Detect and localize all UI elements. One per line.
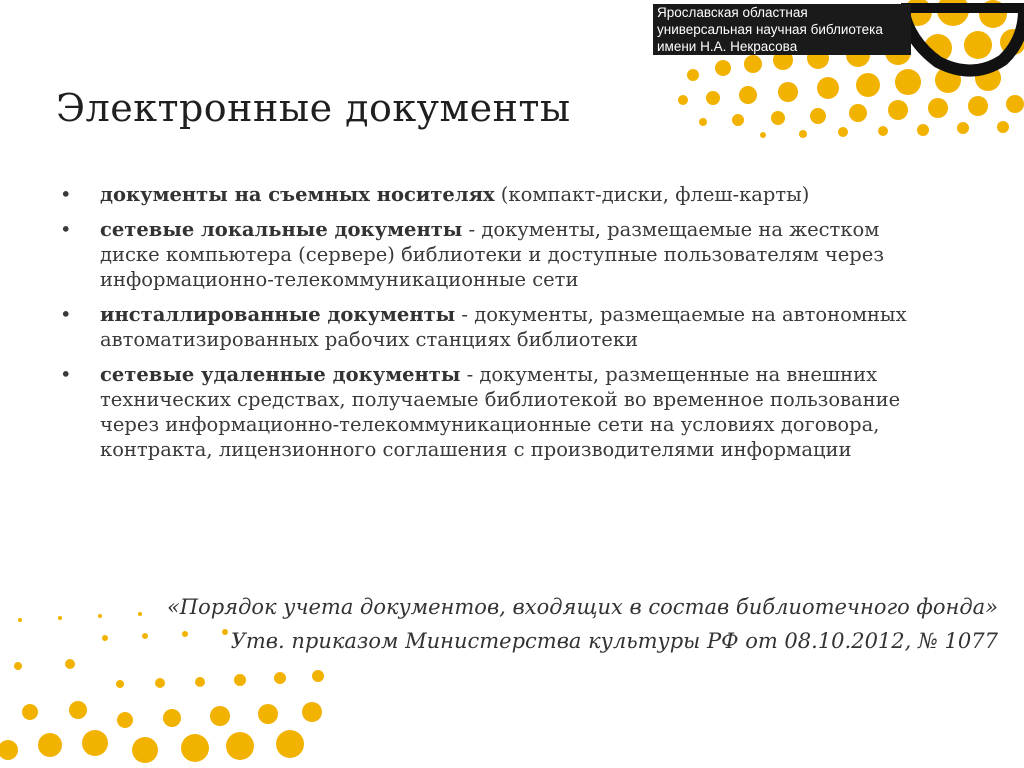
citation-title: «Порядок учета документов, входящих в состав библиотечного фонда»: [166, 595, 998, 619]
page-title: Электронные документы: [56, 86, 571, 130]
item-term: сетевые удаленные документы: [100, 363, 461, 386]
library-logo: [653, 0, 1024, 140]
list-item: [60, 302, 940, 352]
bullet-icon: •: [60, 183, 72, 206]
list-item: [60, 182, 940, 207]
bullet-icon: •: [60, 218, 72, 241]
logo-line-3: имени Н.А. Некрасова: [653, 38, 911, 55]
citation-source: Утв. приказом Министерства культуры РФ от 08.10.2012, № 1077: [230, 629, 998, 653]
bullet-icon: •: [60, 363, 72, 386]
bullet-icon: •: [60, 303, 72, 326]
item-description: - документы, размещенные на внешних технических средствах, получаемые библиотекой во временное пользование через информационно-телекоммуникационные сети на условиях договора, контракта, лицензионного соглашения с производителями информации: [100, 363, 901, 461]
list-item: [60, 217, 940, 292]
item-description: (компакт-диски, флеш-карты): [494, 183, 810, 206]
citation: [98, 590, 998, 658]
item-term: документы на съемных носителях: [100, 183, 495, 206]
item-description: - документы, размещаемые на автономных автоматизированных рабочих станциях библиотеки: [100, 303, 907, 351]
logo-line-1: Ярославская областная: [653, 4, 911, 21]
document-types-list: [60, 182, 940, 472]
item-term: инсталлированные документы: [100, 303, 456, 326]
logo-line-2: универсальная научная библиотека: [653, 21, 911, 38]
item-description: - документы, размещаемые на жестком диске компьютера (сервере) библиотеки и доступные пользователям через информационно-телекоммуникационные сети: [100, 218, 884, 291]
logo-text: [653, 4, 903, 55]
item-term: сетевые локальные документы: [100, 218, 463, 241]
list-item: [60, 362, 940, 462]
